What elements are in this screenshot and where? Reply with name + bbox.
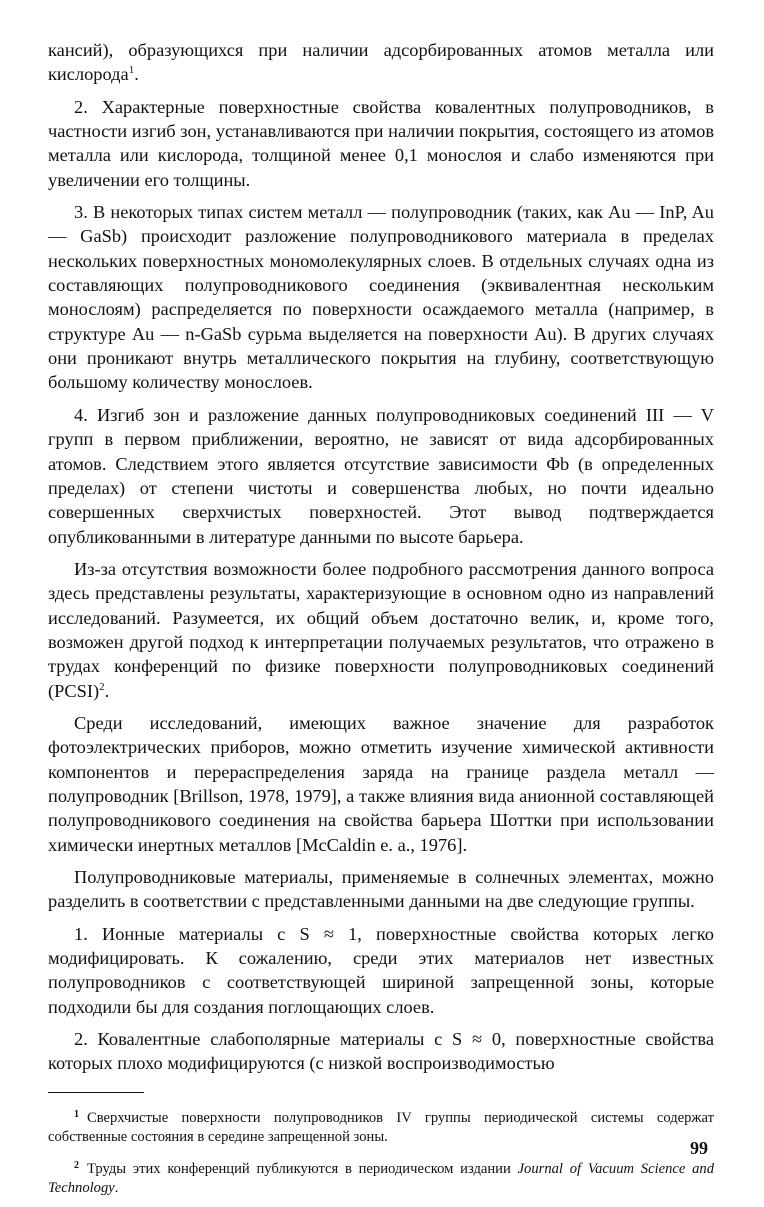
- page-body: [48, 38, 714, 1207]
- footnote-1: $^1$ Сверхчистые поверхности полупроводников IV группы периодической системы содержат собственные состояния в середине запрещенной зоны.: [48, 1108, 714, 1146]
- paragraph-7: 1. Ионные материалы с S ≈ 1, поверхностные свойства которых легко модифицировать. К сожалению, среди этих материалов нет известных полупроводников с соответствующей шириной запрещенной зоны, которые подходили бы для создания поглощающих слоев.: [48, 923, 714, 1017]
- paragraph-3: 4. Изгиб зон и разложение данных полупроводниковых соединений III — V групп в первом приближении, вероятно, не зависят от вида адсорбированных атомов. Следствием этого является отсутствие зависимости Φb (в определенных пределах) от степени чистоты и совершенства любых, но почти идеально совершенных сверхчистых поверхностей. Этот вывод подтверждается опубликованными в литературе данными по высоте барьера.: [48, 404, 714, 547]
- paragraph-4: Из-за отсутствия возможности более подробного рассмотрения данного вопроса здесь представлены результаты, характеризующие в основном одно из направлений исследований. Разумеется, их общий объем достаточно велик, и, кроме того, возможен другой подход к интерпретации получаемых результатов, что отражено в трудах конференций по физике поверхности полупроводниковых соединений (PCSI)$^2$.: [48, 558, 714, 701]
- footnote-2: $^2$ Труды этих конференций публикуются в периодическом издании Journal of Vacuum Science and Technology.: [48, 1159, 715, 1197]
- paragraph-1: 2. Характерные поверхностные свойства ковалентных полупроводников, в частности изгиб зон, устанавливаются при наличии покрытия, состоящего из атомов металла или кислорода, толщиной менее 0,1 монослоя и слабо изменяются при увеличении его толщины.: [48, 96, 714, 190]
- paragraph-6: Полупроводниковые материалы, применяемые в солнечных элементах, можно разделить в соответствии с представленными данными на две следующие группы.: [48, 867, 714, 912]
- page-number: 99: [690, 1138, 708, 1158]
- footnote-ref-2: 2: [99, 680, 105, 693]
- paragraph-2: 3. В некоторых типах систем металл — полупроводник (таких, как Au — InP, Au — GaSb) происходит разложение полупроводникового материала в пределах нескольких поверхностных мономолекулярных слоев. В отдельных случаях одна из составляющих полупроводникового соединения (эквивалентная нескольким монослоям) распределяется по поверхности осаждаемого металла (например, в структуре Au — n-GaSb сурьма выделяется на поверхности Au). В других случаях они проникают внутрь металлического покрытия на глубину, соответствующую большому количеству монослоев.: [48, 202, 714, 393]
- paragraph-5: Среди исследований, имеющих важное значение для разработок фотоэлектрических приборов, можно отметить изучение химической активности компонентов и перераспределения заряда на границе раздела металл — полупроводник [Brillson, 1978, 1979], а также влияния вида анионной составляющей полупроводникового соединения на свойства барьера Шоттки при использовании химически инертных металлов [McCaldin e. a., 1976].: [48, 712, 714, 855]
- paragraph-8: 2. Ковалентные слабополярные материалы с S ≈ 0, поверхностные свойства которых плохо модифицируются (с низкой воспроизводимостью: [48, 1029, 714, 1074]
- footnote-ref-1: 1: [128, 64, 135, 77]
- footnote-divider: [48, 1092, 144, 1093]
- paragraph-0: кансий), образующихся при наличии адсорбированных атомов металла или кислорода$^1$.: [48, 40, 714, 85]
- journal-title: Journal of Vacuum Science and Technology: [48, 1160, 715, 1197]
